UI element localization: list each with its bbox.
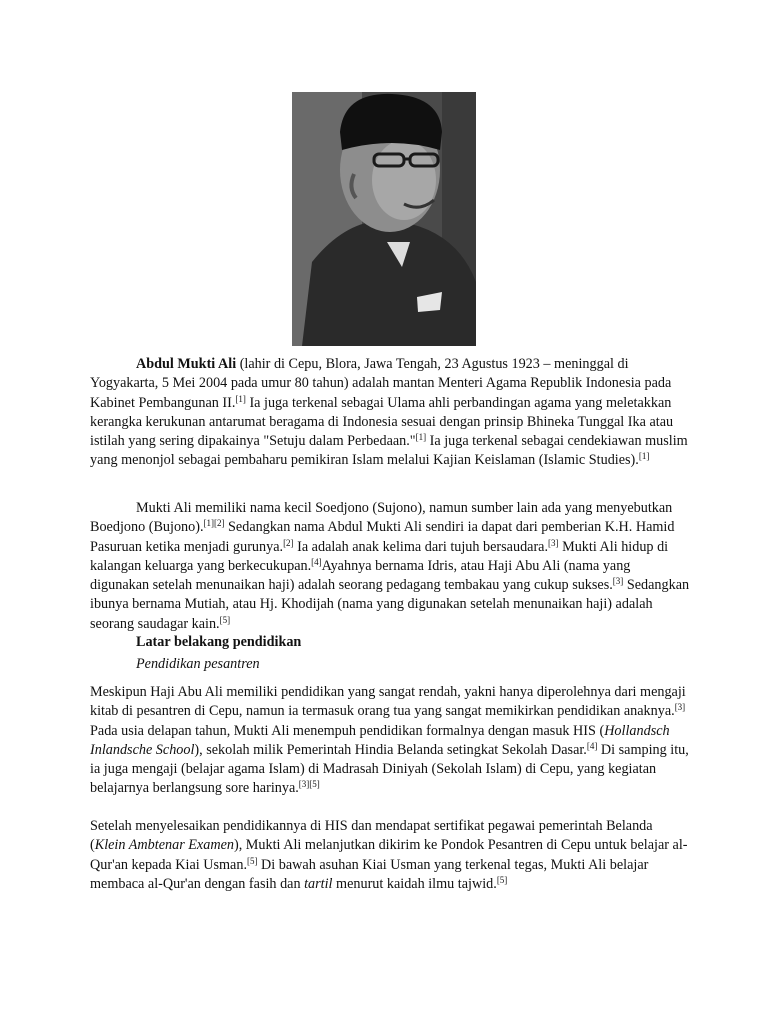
early-life-paragraph	[90, 499, 690, 634]
citation-link[interactable]: [1]	[638, 451, 650, 462]
intro-paragraph	[90, 355, 690, 471]
text-span: Mukti Ali hidup di kalangan keluarga yang berkecukupan.	[90, 538, 669, 574]
citation-link[interactable]: [2]	[283, 537, 294, 548]
section-heading-text: Latar belakang pendidikan	[136, 634, 302, 650]
text-span: Pada usia delapan tahun, Mukti Ali menempuh pendidikan formalnya dengan masuk HIS (	[90, 722, 605, 739]
text-span: Sedangkan nama Abdul Mukti Ali sendiri ia dapat dari pemberian K.H. Hamid Pasuruan ketika menjadi gurunya.	[90, 519, 675, 555]
text-span: Ia juga terkenal sebagai cendekiawan muslim yang menonjol sebagai pembaharu pemikiran Islam melalui Kajian Keislaman (Islamic Studies).	[90, 433, 688, 469]
text-span: Di samping itu, ia juga mengaji (belajar agama Islam) di Madrasah Diniyah (Sekolah Islam) di Cepu, yang kegiatan belajarnya berlangsung sore harinya.	[90, 741, 689, 797]
citation-link[interactable]: [3]	[548, 537, 559, 548]
portrait-photo	[292, 92, 476, 346]
text-span: Meskipun Haji Abu Ali memiliki pendidikan yang sangat rendah, yakni hanya diperolehnya dari mengaji kitab di pesantren di Cepu, namun ia termasuk orang tua yang sangat memikirkan pendidikan anaknya.	[90, 684, 686, 720]
education-paragraph	[90, 683, 690, 799]
italic-term: tartil	[304, 875, 333, 892]
text-span: (lahir di Cepu, Blora, Jawa Tengah, 23 Agustus 1923 – meninggal di Yogyakarta, 5 Mei 2004 pada umur 80 tahun) adalah mantan Menteri Agama Republik Indonesia pada Kabinet Pembangunan II.	[90, 356, 672, 411]
text-span: Ayahnya bernama Idris, atau Haji Abu Ali (nama yang digunakan setelah menunaikan haji) adalah seorang pedagang tembakau yang cukup sukses.	[90, 557, 631, 594]
section-heading	[90, 633, 690, 652]
citation-link[interactable]: [3]	[674, 702, 686, 713]
text-span: menurut kaidah ilmu tajwid.	[332, 875, 497, 892]
citation-link[interactable]: [5]	[247, 855, 258, 866]
italic-term: Hollandsch Inlandsche School	[90, 722, 670, 758]
citation-link[interactable]: [3]	[612, 576, 624, 587]
citation-link[interactable]: [5]	[496, 874, 508, 885]
subject-name: Abdul Mukti Ali	[136, 356, 237, 372]
text-span: Mukti Ali memiliki nama kecil Soedjono (Sujono), namun sumber lain ada yang menyebutkan Boedjono (Bujono).	[90, 500, 673, 536]
citation-link[interactable]: [3][5]	[298, 779, 320, 790]
citation-link[interactable]: [1]	[235, 393, 246, 404]
text-span: Sedangkan ibunya bernama Mutiah, atau Hj. Khodijah (nama yang digunakan setelah menunaikan haji) adalah seorang saudagar kain.	[90, 577, 690, 632]
pesantren-paragraph	[90, 817, 690, 894]
text-span: ), Mukti Ali melanjutkan dikirim ke Pondok Pesantren di Cepu untuk belajar al-Qur'an kepada Kiai Usman.	[90, 837, 688, 873]
text-span: ), sekolah milik Pemerintah Hindia Belanda setingkat Sekolah Dasar.	[194, 741, 587, 758]
text-span: Ia adalah anak kelima dari tujuh bersaudara.	[293, 538, 549, 555]
citation-link[interactable]: [4]	[311, 556, 322, 567]
citation-link[interactable]: [1]	[415, 432, 427, 443]
citation-link[interactable]: [5]	[219, 614, 231, 625]
subsection-heading	[90, 655, 690, 674]
citation-link[interactable]: [1][2]	[203, 518, 225, 529]
text-span: Ia juga terkenal sebagai Ulama ahli perbandingan agama yang meletakkan kerangka kerukunan antarumat beragama di Indonesia sesuai dengan prinsip Bhineka Tunggal Ika atau istilah yang sering dipakainya "Setuju dalam Perbedaan."	[90, 394, 674, 450]
portrait-illustration	[292, 92, 476, 346]
text-span: Di bawah asuhan Kiai Usman yang terkenal tegas, Mukti Ali belajar membaca al-Qur'an dengan fasih dan	[90, 856, 649, 892]
text-span: Setelah menyelesaikan pendidikannya di HIS dan mendapat sertifikat pegawai pemerintah Belanda (	[90, 818, 653, 854]
citation-link[interactable]: [4]	[586, 740, 598, 751]
subsection-heading-text: Pendidikan pesantren	[136, 656, 260, 672]
italic-term: Klein Ambtenar Examen	[94, 837, 234, 854]
